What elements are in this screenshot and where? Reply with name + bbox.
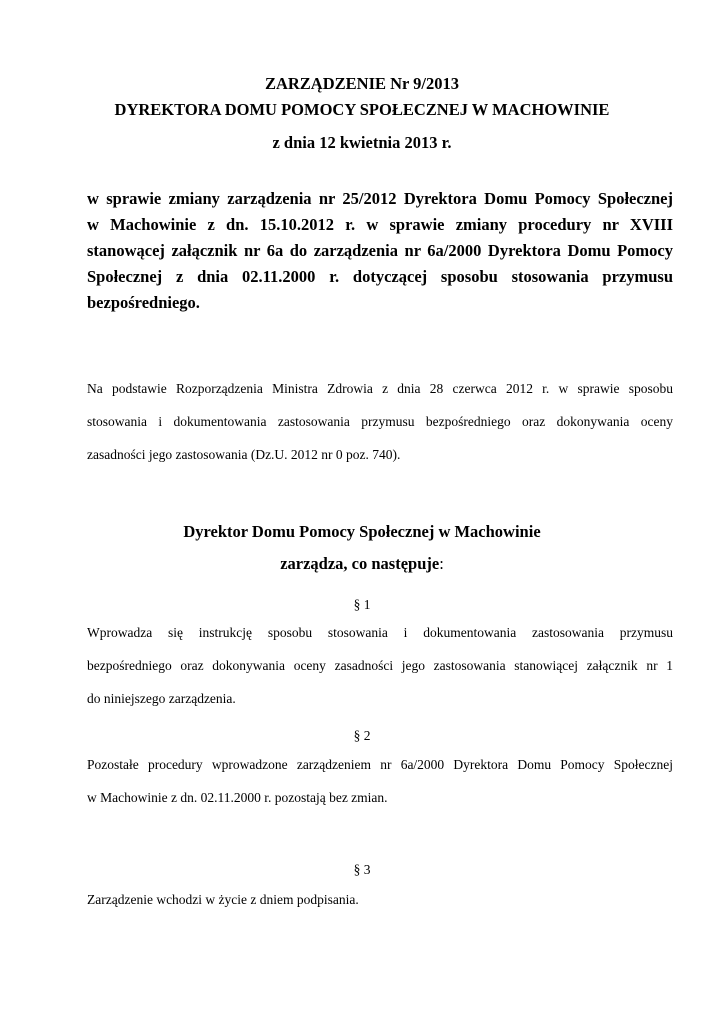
section-line: Zarządzenie wchodzi w życie z dniem podpisania.: [87, 892, 359, 907]
section-2-paragraph: [87, 748, 673, 814]
section-line: Wprowadza się instrukcję sposobu stosowania i dokumentowania zastosowania przymusu: [87, 625, 673, 640]
section-line: do niniejszego zarządzenia.: [87, 691, 236, 706]
section-line: bezpośredniego oraz dokonywania oceny zasadności jego zastosowania stanowiącej załącznik nr 1: [87, 658, 673, 673]
section-1-paragraph: [87, 616, 673, 715]
ordering-colon: :: [439, 554, 444, 573]
legal-basis-paragraph: [87, 372, 673, 471]
section-mark-2: § 2: [353, 728, 371, 743]
ordering-subheading: [0, 554, 724, 574]
subject-line: bezpośredniego.: [87, 293, 200, 312]
document-date: z dnia 12 kwietnia 2013 r.: [272, 133, 452, 152]
section-mark-1: § 1: [353, 597, 371, 612]
section-line: Pozostałe procedury wprowadzone zarządzeniem nr 6a/2000 Dyrektora Domu Pomocy Społecznej: [87, 757, 673, 772]
section-mark-3: § 3: [353, 862, 371, 877]
legal-basis-line: stosowania i dokumentowania zastosowania przymusu bezpośredniego oraz dokonywania oceny: [87, 414, 673, 429]
document-title: ZARZĄDZENIE Nr 9/2013: [264, 74, 460, 93]
issuer-title: DYREKTORA DOMU POMOCY SPOŁECZNEJ W MACHOWINIE: [114, 100, 610, 119]
subject-line: w Machowinie z dn. 15.10.2012 r. w sprawie zmiany procedury nr XVIII: [87, 215, 673, 234]
section-line: w Machowinie z dn. 02.11.2000 r. pozostają bez zmian.: [87, 790, 388, 805]
subject-line: w sprawie zmiany zarządzenia nr 25/2012 Dyrektora Domu Pomocy Społecznej: [87, 189, 673, 208]
ordering-heading: Dyrektor Domu Pomocy Społecznej w Machowinie: [183, 522, 541, 541]
section-3-paragraph: [87, 883, 673, 916]
subject-line: stanowącej załącznik nr 6a do zarządzenia nr 6a/2000 Dyrektora Domu Pomocy: [87, 241, 673, 260]
legal-basis-line: Na podstawie Rozporządzenia Ministra Zdrowia z dnia 28 czerwca 2012 r. w sprawie sposobu: [87, 381, 673, 396]
legal-basis-line: zasadności jego zastosowania (Dz.U. 2012 nr 0 poz. 740).: [87, 447, 401, 462]
subject-line: Społecznej z dnia 02.11.2000 r. dotyczącej sposobu stosowania przymusu: [87, 267, 673, 286]
subject-paragraph: [87, 186, 673, 316]
ordering-text: zarządza, co następuje: [280, 554, 440, 573]
